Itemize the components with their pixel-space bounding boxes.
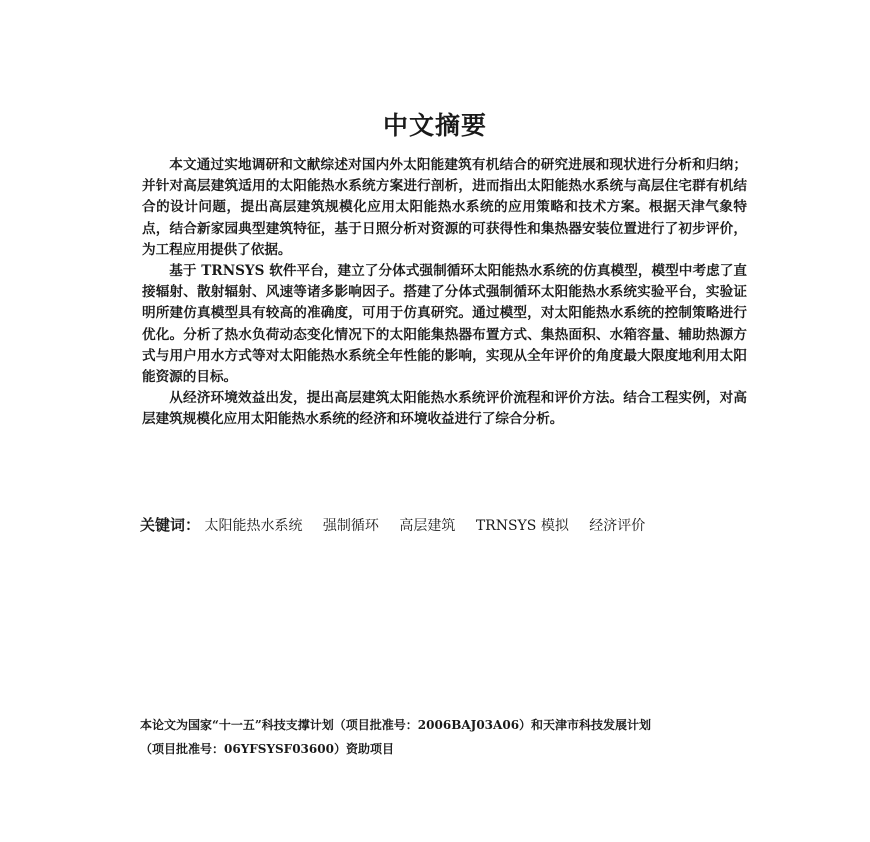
keyword-item: TRNSYS 模拟 [475,518,569,534]
footnote-line-1: 本论文为国家“十一五”科技支撑计划（项目批准号：2006BAJ03A06）和天津市科技发展计划 [140,718,652,732]
abstract-paragraph-1: 本文通过实地调研和文献综述对国内外太阳能建筑有机结合的研究进展和现状进行分析和归纳；并针对高层建筑适用的太阳能热水系统方案进行剖析，进而指出太阳能热水系统与高层住宅群有机结合的设计问题，提出高层建筑规模化应用太阳能热水系统的应用策略和技术方案。根据天津气象特点，结合新家园典型建筑特征，基于日照分析对资源的可获得性和集热器安装位置进行了初步评价，为工程应用提供了依据。 [142,157,747,258]
funding-footnote [140,713,760,761]
keyword-item: 强制循环 [322,518,379,534]
keywords-line [140,514,661,535]
footnote-line-2: （项目批准号：06YFSYSF03600）资助项目 [140,742,394,756]
abstract-paragraph-3: 从经济环境效益出发，提出高层建筑太阳能热水系统评价流程和评价方法。结合工程实例，对高层建筑规模化应用太阳能热水系统的经济和环境收益进行了综合分析。 [142,390,747,428]
keyword-item: 高层建筑 [399,518,456,534]
keyword-item: 太阳能热水系统 [204,518,303,534]
keywords-label: 关键词： [140,516,201,534]
abstract-paragraph-2: 基于 TRNSYS 软件平台，建立了分体式强制循环太阳能热水系统的仿真模型，模型中考虑了直接辐射、散射辐射、风速等诸多影响因子。搭建了分体式强制循环太阳能热水系统实验平台，实验证明所建仿真模型具有较高的准确度，可用于仿真研究。通过模型，对太阳能热水系统的控制策略进行优化。分析了热水负荷动态变化情况下的太阳能集热器布置方式、集热面积、水箱容量、辅助热源方式与用户用水方式等对太阳能热水系统全年性能的影响，实现从全年评价的角度最大限度地利用太阳能资源的目标。 [142,263,747,386]
abstract-body [142,155,747,431]
page-title: 中文摘要 [382,111,487,140]
keyword-item: 经济评价 [589,518,646,534]
